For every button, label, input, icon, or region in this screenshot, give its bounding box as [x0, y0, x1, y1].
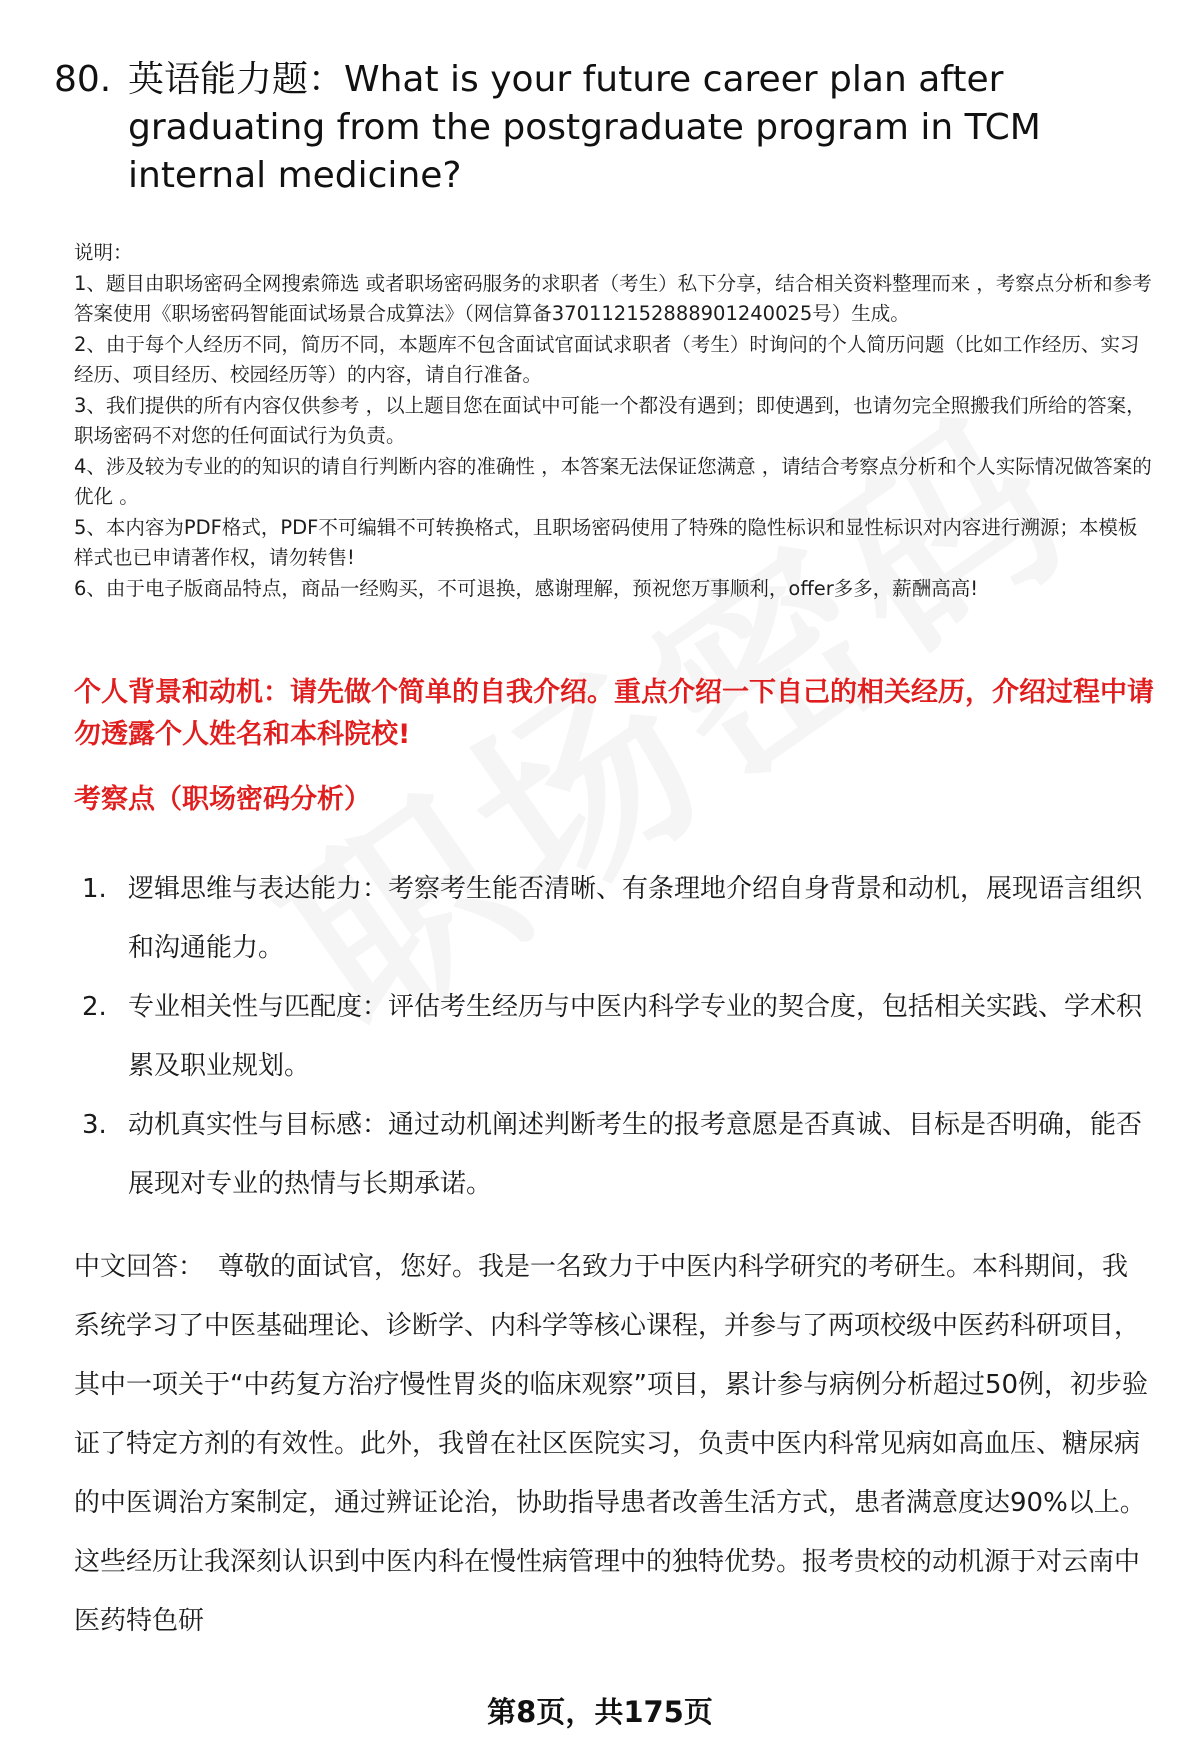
answer-paragraph: [74, 1238, 1154, 1651]
question-text: 英语能力题：What is your future career plan after graduating from the postgraduate program in TCM internal medicine?: [128, 59, 1041, 196]
answer-label: 中文回答：: [74, 1252, 205, 1282]
point-number: 2.: [82, 992, 107, 1022]
notes-block: [74, 238, 1154, 604]
list-item: [82, 1096, 1154, 1214]
question-title: [54, 56, 1164, 200]
point-number: 3.: [82, 1110, 107, 1140]
notes-item: 1、题目由职场密码全网搜索筛选 或者职场密码服务的求职者（考生）私下分享，结合相关资料整理而来 ，考察点分析和参考答案使用《职场密码智能面试场景合成算法》（网信算备370112152888901240025号）生成。: [74, 271, 1152, 325]
notes-title: 说明：: [74, 241, 133, 264]
notes-item: 3、我们提供的所有内容仅供参考 ，以上题目您在面试中可能一个都没有遇到；即使遇到，也请勿完全照搬我们所给的答案，职场密码不对您的任何面试行为负责。: [74, 393, 1146, 447]
notes-item: 6、由于电子版商品特点，商品一经购买，不可退换，感谢理解，预祝您万事顺利，offer多多，薪酬高高!: [74, 576, 979, 600]
notes-item: 4、涉及较为专业的的知识的请自行判断内容的准确性 ，本答案无法保证您满意 ，请结合考察点分析和个人实际情况做答案的优化 。: [74, 454, 1152, 508]
point-text: 专业相关性与匹配度：评估考生经历与中医内科学专业的契合度，包括相关实践、学术积累及职业规划。: [128, 992, 1143, 1081]
page-footer: 第8页，共175页: [487, 1695, 713, 1729]
section-subheading: 考察点（职场密码分析）: [74, 784, 371, 815]
point-number: 1.: [82, 874, 107, 904]
answer-text: 尊敬的面试官，您好。我是一名致力于中医内科学研究的考研生。本科期间，我系统学习了中医基础理论、诊断学、内科学等核心课程，并参与了两项校级中医药科研项目，其中一项关于“中药复方治疗慢性胃炎的临床观察”项目，累计参与病例分析超过50例，初步验证了特定方剂的有效性。此外，我曾在社区医院实习，负责中医内科常见病如高血压、糖尿病的中医调治方案制定，通过辨证论治，协助指导患者改善生活方式，患者满意度达90%以上。这些经历让我深刻认识到中医内科在慢性病管理中的独特优势。报考贵校的动机源于对云南中医药特色研: [74, 1252, 1149, 1636]
notes-item: 2、由于每个人经历不同，简历不同，本题库不包含面试官面试求职者（考生）时询问的个人简历问题（比如工作经历、实习经历、项目经历、校园经历等）的内容，请自行准备。: [74, 332, 1140, 386]
notes-item: 5、本内容为PDF格式，PDF不可编辑不可转换格式，且职场密码使用了特殊的隐性标识和显性标识对内容进行溯源；本模板样式也已申请著作权，请勿转售!: [74, 515, 1138, 569]
list-item: [82, 860, 1154, 978]
point-text: 逻辑思维与表达能力：考察考生能否清晰、有条理地介绍自身背景和动机，展现语言组织和沟通能力。: [128, 874, 1143, 963]
section-heading: 个人背景和动机：请先做个简单的自我介绍。重点介绍一下自己的相关经历，介绍过程中请勿透露个人姓名和本科院校!: [74, 677, 1154, 750]
point-text: 动机真实性与目标感：通过动机阐述判断考生的报考意愿是否真诚、目标是否明确，能否展现对专业的热情与长期承诺。: [128, 1110, 1143, 1199]
assessment-points-list: [82, 860, 1154, 1214]
list-item: [82, 978, 1154, 1096]
question-number: 80.: [54, 59, 112, 100]
